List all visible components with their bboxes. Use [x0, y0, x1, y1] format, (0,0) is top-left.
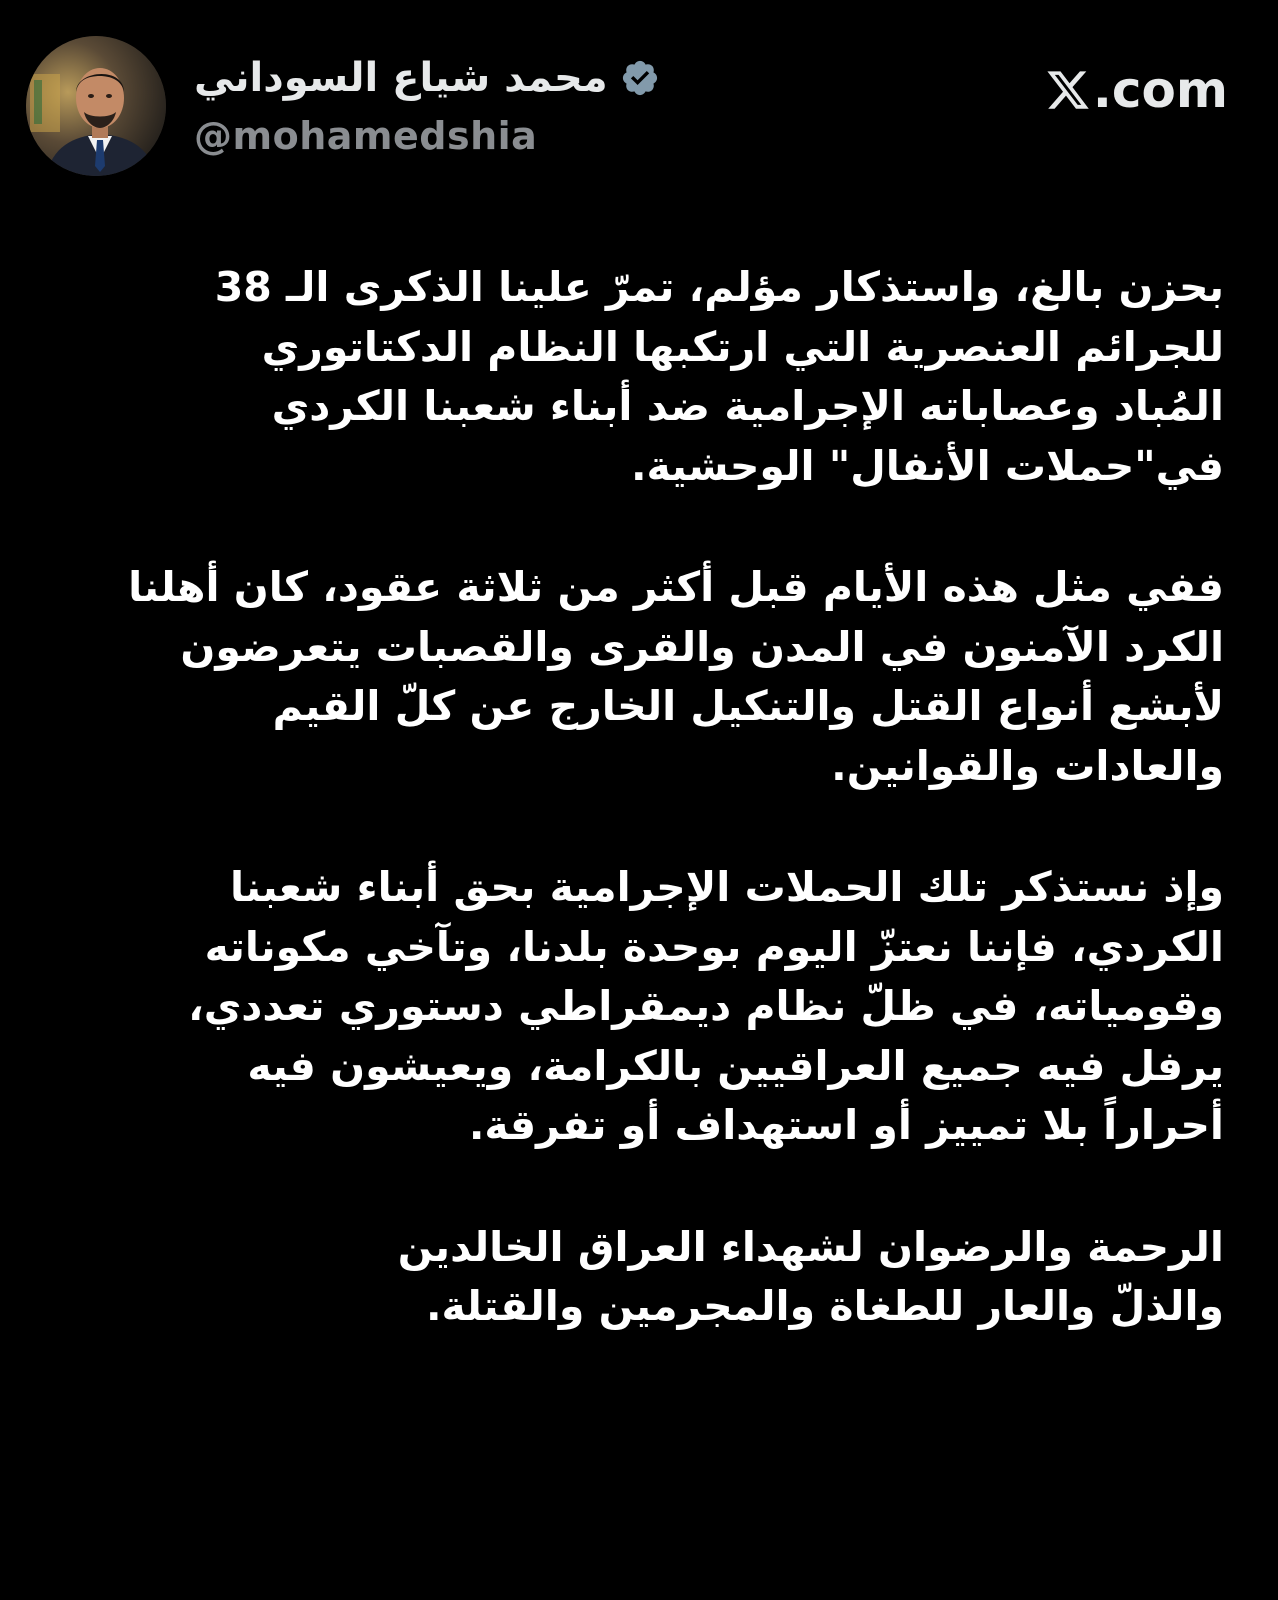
brand-domain: .com	[1092, 61, 1228, 119]
brand-watermark	[1045, 60, 1228, 120]
text-line: أحراراً بلا تمييز أو استهداف أو تفرقة.	[468, 1101, 1224, 1149]
tweet-header	[26, 34, 1228, 184]
text-line: وقومياته، في ظلّ نظام ديمقراطي دستوري تعددي،	[188, 982, 1224, 1030]
author-handle[interactable]: @mohamedshia	[194, 114, 538, 158]
text-line: الكردي، فإننا نعتزّ اليوم بوحدة بلدنا، وتآخي مكوناته	[204, 922, 1224, 971]
text-line: الرحمة والرضوان لشهداء العراق الخالدين	[397, 1222, 1224, 1271]
text-line: ففي مثل هذه الأيام قبل أكثر من ثلاثة عقود، كان أهلنا	[128, 563, 1224, 611]
text-line: والعادات والقوانين.	[831, 741, 1224, 790]
text-line: للجرائم العنصرية التي ارتكبها النظام الدكتاتوري	[261, 322, 1224, 371]
verified-badge-icon	[620, 58, 660, 98]
text-line: والذلّ والعار للطغاة والمجرمين والقتلة.	[425, 1282, 1224, 1330]
text-line: الكرد الآمنون في المدن والقرى والقصبات يتعرضون	[180, 622, 1224, 671]
tweet-paragraph-1	[34, 258, 1224, 496]
tweet-text	[34, 258, 1224, 1337]
tweet-paragraph-4	[34, 1218, 1224, 1337]
text-line: وإذ نستذكر تلك الحملات الإجرامية بحق أبناء شعبنا	[230, 863, 1224, 911]
avatar[interactable]	[26, 36, 166, 176]
tweet-paragraph-2	[34, 558, 1224, 796]
author-block	[194, 52, 660, 158]
text-line: المُباد وعصاباته الإجرامية ضد أبناء شعبنا الكردي	[271, 382, 1224, 430]
avatar-image	[26, 36, 166, 176]
x-logo-icon	[1045, 67, 1091, 113]
text-line: بحزن بالغ، واستذكار مؤلم، تمرّ علينا الذكرى الـ 38	[214, 263, 1224, 311]
text-line: في"حملات الأنفال" الوحشية.	[630, 441, 1224, 490]
author-display-name[interactable]: محمد شياع السوداني	[194, 55, 608, 101]
text-line: لأبشع أنواع القتل والتنكيل الخارج عن كلّ القيم	[272, 682, 1224, 730]
author-name-row	[194, 52, 660, 104]
tweet-paragraph-3	[34, 858, 1224, 1156]
text-line: يرفل فيه جميع العراقيين بالكرامة، ويعيشون فيه	[247, 1041, 1224, 1090]
